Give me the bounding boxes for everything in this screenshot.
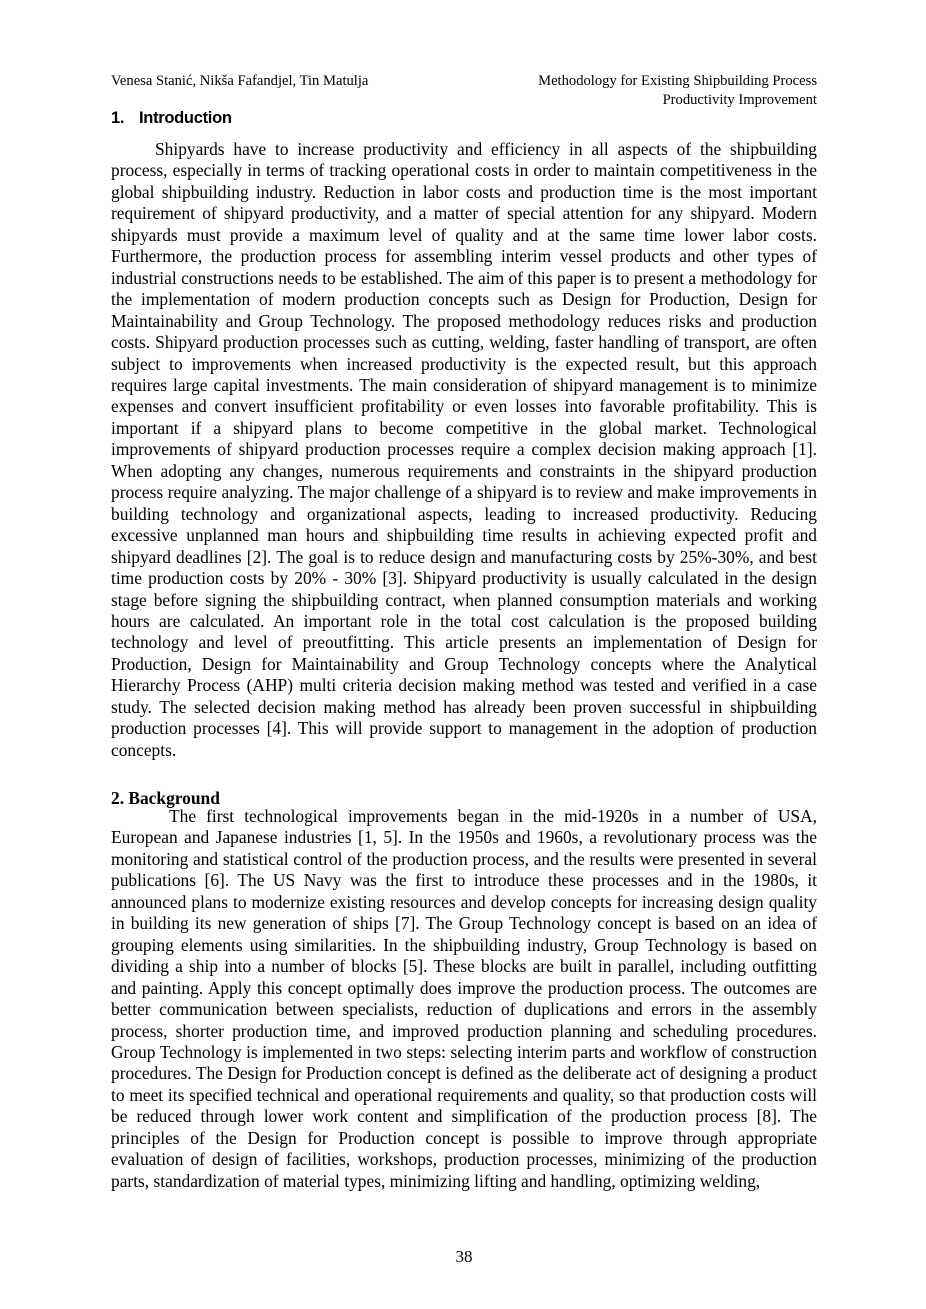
header-authors: Venesa Stanić, Nikša Fafandjel, Tin Matulja (111, 73, 369, 89)
page-number: 38 (455, 1247, 473, 1266)
header-title: Methodology for Existing Shipbuilding Process Productivity Improvement (538, 73, 817, 108)
background-paragraph: The first technological improvements began in the mid-1920s in a number of USA, European and Japanese industries [1, 5]. In the 1950s and 1960s, a revolutionary process was the monitoring and statistical control of the production process, and the results were presented in several publications [6]. The US Navy was the first to introduce these processes and in the 1980s, it announced plans to modernize existing resources and develop concepts for increasing design quality in building its new generation of ships [7]. The Group Technology concept is based on an idea of grouping elements using similarities. In the shipbuilding industry, Group Technology is based on dividing a ship into a number of blocks [5]. These blocks are built in parallel, including outfitting and painting. Apply this concept optimally does improve the production process. The outcomes are better communication between specialists, reduction of duplications and errors in the assembly process, shorter production time, and improved production planning and scheduling procedures. Group Technology is implemented in two steps: selecting interim parts and workflow of construction procedures. The Design for Production concept is defined as the deliberate act of designing a product to meet its specified technical and operational requirements and quality, so that production costs will be reduced through lower work content and simplification of the production process [8]. The principles of the Design for Production concept is possible to improve through appropriate evaluation of design of facilities, workshops, production processes, minimizing of the production parts, standardization of material types, minimizing lifting and handling, optimizing welding, (111, 806, 817, 1191)
introduction-paragraph: Shipyards have to increase productivity and efficiency in all aspects of the shipbuilding process, especially in terms of tracking operational costs in order to maintain competitiveness in the global shipbuilding industry. Reduction in labor costs and production time is the most important requirement of shipyard productivity, and a matter of special attention for any shipyard. Modern shipyards must provide a maximum level of quality and at the same time lower labor costs. Furthermore, the production process for assembling interim vessel products and other types of industrial constructions needs to be established. The aim of this paper is to present a methodology for the implementation of modern production concepts such as Design for Production, Design for Maintainability and Group Technology. The proposed methodology reduces risks and production costs. Shipyard production processes such as cutting, welding, faster handling of transport, are often subject to improvements when increased productivity is the expected result, but this approach requires large capital investments. The main consideration of shipyard management is to minimize expenses and convert insufficient profitability or even losses into favorable profitability. This is important if a shipyard plans to become competitive in the global market. Technological improvements of shipyard production processes require a complex decision making approach [1]. When adopting any changes, numerous requirements and constraints in the shipyard production process require analyzing. The major challenge of a shipyard is to review and make improvements in building technology and organizational aspects, leading to increased productivity. Reducing excessive unplanned man hours and shipbuilding time results in achieving expected profit and shipyard deadlines [2]. The goal is to reduce design and manufacturing costs by 25%-30%, and best time production costs by 20% - 30% [3]. Shipyard productivity is usually calculated in the design stage before signing the shipbuilding contract, when planned consumption materials and working hours are calculated. An important role in the total cost calculation is the proposed building technology and level of preoutfitting. This article presents an implementation of Design for Production, Design for Maintainability and Group Technology concepts where the Analytical Hierarchy Process (AHP) multi criteria decision making method was tested and verified in a case study. The selected decision making method has already been proven successful in shipbuilding production processes [4]. This will provide support to management in the adoption of production concepts. (111, 139, 817, 760)
section-title: Introduction (139, 109, 232, 127)
section-heading-background: 2. Background (111, 788, 220, 808)
section-heading-introduction (111, 107, 232, 129)
section-number: 1. (111, 109, 125, 127)
